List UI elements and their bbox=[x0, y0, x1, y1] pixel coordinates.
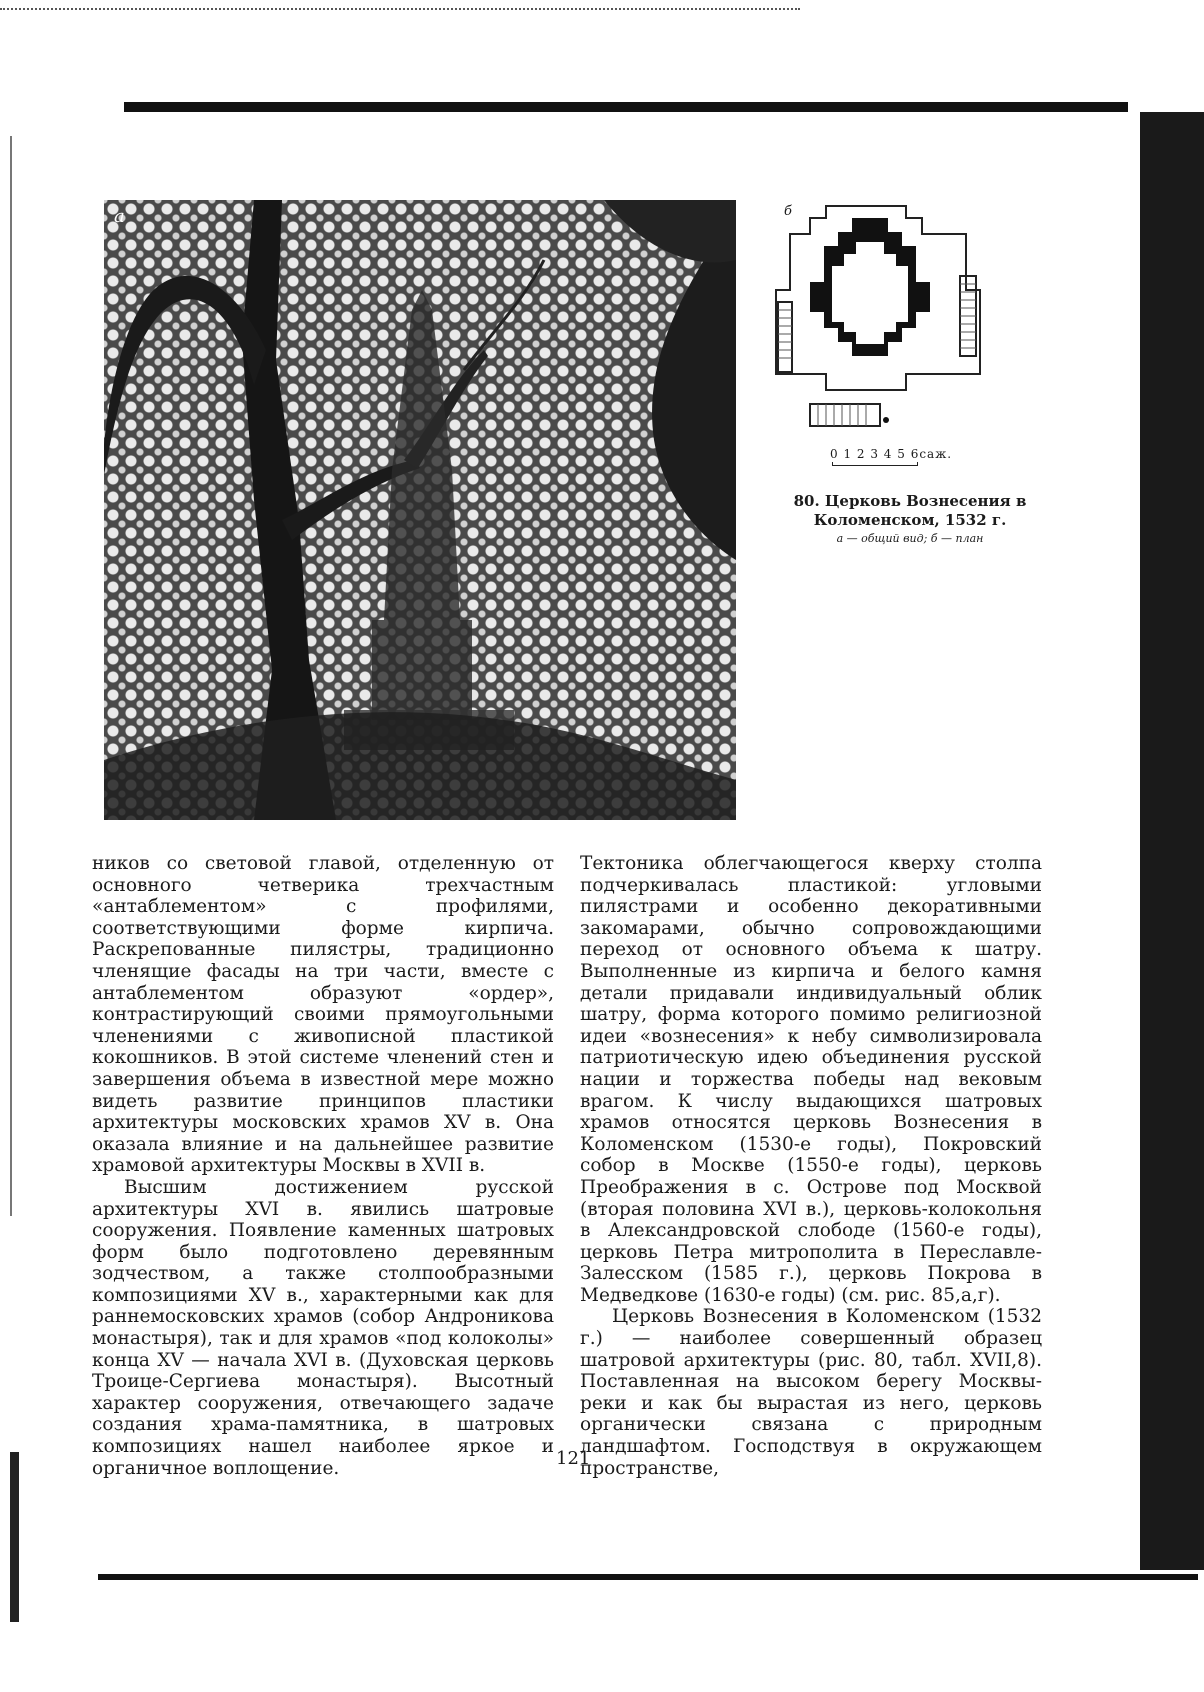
scan-border-left bbox=[10, 1452, 19, 1622]
scan-border-bottom bbox=[98, 1574, 1198, 1580]
figure-caption bbox=[770, 492, 1050, 545]
scan-border-top bbox=[124, 102, 1128, 112]
page-number: 121 bbox=[556, 1448, 591, 1469]
scan-border-right bbox=[1140, 112, 1204, 1570]
paragraph: Тектоника облегчающегося кверху столпа подчеркивалась пластикой: угловыми пилястрами и особенно декоративными закомарами, обычно сопровождающими переход от основного объема к шатру. Выполненные из кирпича и белого камня детали придавали индивидуальный облик шатру, форма которого помимо религиозной идеи «вознесения» к небу символизировала патриотическую идею объединения русской нации и торжества победы над вековым врагом. К числу выдающихся шатровых храмов относятся церковь Вознесения в Коломенском (1530-е годы), Покровский собор в Москве (1550-е годы), церковь Преображения в с. Острове под Москвой (вторая половина XVI в.), церковь-колокольня в Александровской слободе (1560-е годы), церковь Петра митрополита в Переславле-Залесском (1585 г.), церковь Покрова в Медведкове (1630-е годы) (см. рис. 85,а,г). bbox=[580, 853, 1042, 1306]
church-plan bbox=[770, 204, 1034, 440]
scan-rule-left bbox=[10, 136, 12, 1216]
text-column-right bbox=[580, 853, 1042, 1479]
caption-title: 80. Церковь Вознесения в Коломенском, 1532 г. bbox=[793, 492, 1027, 529]
plan-scale-label: 0 1 2 3 4 5 6саж. bbox=[830, 447, 953, 461]
figure-label-a: а bbox=[114, 206, 125, 227]
figure-label-b: б bbox=[784, 204, 792, 219]
paragraph: ников со световой главой, отделенную от основного четверика трехчастным «антаблементом» с профилями, соответствующими форме кирпича. Раскрепованные пилястры, традиционно членящие фасады на три части, вместе с антаблементом образуют «ордер», контрастирующий своими прямоугольными членениями с живописной пластикой кокошников. В этой системе членений стен и завершения объема в известной мере можно видеть развитие принципов пластики архитектуры московских храмов XV в. Она оказала влияние и на дальнейшее развитие храмовой архитектуры Москвы в XVII в. bbox=[92, 853, 554, 1177]
paragraph: Высшим достижением русской архитектуры XVI в. явились шатровые сооружения. Появление каменных шатровых форм было подготовлено деревянным зодчеством, а также столпообразными композициями XV в., характерными как для раннемосковских храмов (собор Андроникова монастыря), так и для храмов «под колоколы» конца XV — начала XVI в. (Духовская церковь Троице-Сергиева монастыря). Высотный характер сооружения, отвечающего задаче создания храма-памятника, в шатровых композициях нашел наиболее яркое и органичное воплощение. bbox=[92, 1176, 554, 1479]
caption-legend: а — общий вид; б — план bbox=[836, 532, 984, 545]
scan-dots-top bbox=[0, 8, 800, 12]
text-column-left bbox=[92, 853, 554, 1479]
church-photo bbox=[104, 200, 736, 820]
paragraph: Церковь Вознесения в Коломенском (1532 г.) — наиболее совершенный образец шатровой архитектуры (рис. 80, табл. XVII,8). Поставленная на высоком берегу Москвы-реки и как бы вырастая из него, церковь органически связана с природным ландшафтом. Господствуя в окружающем пространстве, bbox=[580, 1306, 1042, 1479]
plan-scale-bar bbox=[832, 462, 918, 466]
